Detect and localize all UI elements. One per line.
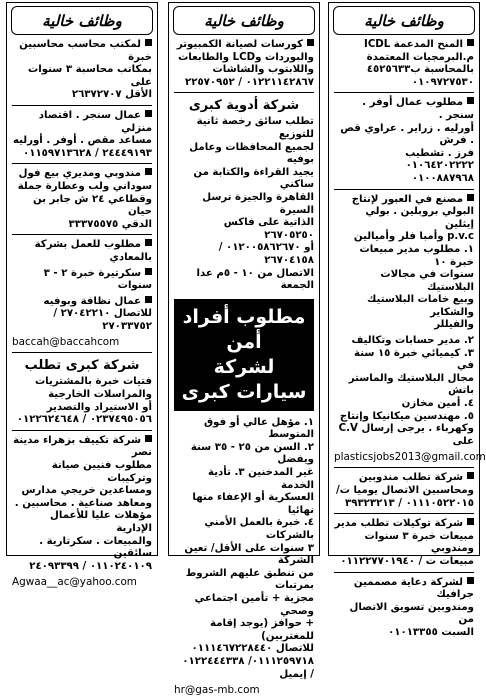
divider [12, 163, 152, 164]
ad-item [174, 116, 314, 292]
ad-line: شركة توكيلات تطلب مدير [334, 518, 463, 530]
column-right [328, 2, 486, 638]
ad-line: مساعد مقص . أوفر . أورليه [12, 135, 152, 147]
column-header-title: وظائف خالية [364, 11, 444, 30]
ad-line: بمكاتب محاسبة ٣ سنوات على [27, 64, 152, 88]
ad-line: لشركة دعاية مصممين جرافيك [353, 576, 474, 601]
bullet-icon [467, 577, 474, 584]
bullet-icon [145, 296, 152, 303]
ad-line: مجال البلاستيك والماستر باتش [348, 372, 474, 397]
ad-line: تطلب سائق رخصة ثانية للتوزيع [196, 116, 314, 140]
column-header-title: وظائف خالية [204, 11, 284, 30]
ad-item [334, 97, 474, 185]
divider [334, 572, 474, 573]
highlight-box [174, 299, 314, 411]
ad-item [12, 268, 152, 293]
column-middle [168, 2, 320, 697]
ad-line: والمراسلات الخارجية [48, 389, 152, 401]
ad-line: الأقل ٢٦٣٧٢٧٠٧ [71, 89, 152, 101]
ad-line: الذاتية على فاكس ٢٦٧٠٥٢٥٠ [223, 217, 314, 241]
ad-line: + حوافز (يوجد إقامة للمغتربين) [210, 618, 314, 642]
ad-item [12, 296, 152, 334]
ad-line: مصنع في العبور لإنتاج [351, 193, 463, 205]
ad-line: ٢. السن من ٢٥ - ٣٥ سنة ويفضل [190, 441, 314, 466]
ad-item [12, 168, 152, 231]
bullet-icon [145, 239, 152, 246]
ad-line: ٤. أمين مخازن [401, 398, 474, 410]
ad-line: الدقي ٣٣٣٧٥٥٧٥ [68, 218, 152, 230]
divider [334, 467, 474, 468]
bullet-icon [467, 97, 474, 104]
bullet-icon [145, 435, 152, 442]
ad-line: واللابتوب والشاشات [212, 64, 314, 76]
ad-line: والمبيعات . سكرتارية . سائقين [39, 535, 152, 560]
ad-line: ٠١٠٩٧٢٧٥٣٠ [411, 76, 474, 88]
ad-line: كورسات لصيانة الكمبيوتر [176, 39, 303, 50]
email-link[interactable]: Agwaa__ac@yahoo.com [12, 576, 137, 589]
ad-line: مجزية + تأمين اجتماعي وصحي [194, 593, 314, 617]
ad-line: مندوبي ومديري بيع فول [18, 168, 141, 180]
ad-line: ٠١١١٢٥٩٧١٨/ ٠١٢٢٤٤٤٣٣٨ [182, 655, 314, 667]
ad-line: مؤهلات عليا للأعمال الإدارية [50, 510, 152, 534]
ad-line: م.البرمجيات المعتمدة بالمحاسبة ب٤٥٢٥٦٣٣ [366, 51, 474, 76]
ad-item [334, 472, 474, 510]
ad-line: الاتصال من ١٠ - ٥م عدا الجمعة [196, 267, 314, 292]
ad-line: البولي بروبلين . بولي إيثلين [365, 206, 474, 230]
ad-line: ٠١١١٠٥٢٢٠١٥ / ٣٩٣٢٣٢١٣ [345, 497, 474, 509]
email-link[interactable]: baccah@baccahcom [12, 336, 120, 349]
ad-item [12, 435, 152, 574]
bullet-icon [145, 268, 152, 275]
ad-line: ومساعدين خريجي مدارس [21, 485, 152, 497]
divider [334, 92, 474, 93]
ad-line: مطلوب عمال أوفر . سنجر . [362, 97, 474, 121]
ad-line: ٥. مهندسين ميكانيكا وإنتاج [339, 410, 474, 422]
ad-line: ومعاهد صناعية . محاسبين . [14, 497, 152, 509]
ad-line: مبيعات ت / ٠١١٢٢٧٧٠١٩٤٠ [340, 555, 474, 567]
company-heading: شركة أدوية كبرى [188, 98, 300, 114]
bullet-icon [467, 194, 474, 201]
ad-line: السبت ٠١٠١٣٣٥٥ [388, 626, 474, 638]
ad-item [334, 577, 474, 640]
ad-line: / إيميل [279, 668, 314, 680]
highlight-line: مطلوب أفراد أمن [182, 305, 306, 353]
ad-line: ٠٢٣٧٤٩٥٠٥٦ / ٠١٢٢٦٢٤٦٤٨ [16, 414, 152, 426]
ad-line: والفيللر [434, 319, 474, 331]
divider [334, 513, 474, 514]
divider [334, 189, 474, 190]
ad-line: شركة تكييف بزهراء مدينة نصر [13, 434, 152, 459]
ad-line: p.v.c وأمبا فلر وأميالين [353, 231, 474, 243]
divider [174, 92, 314, 93]
highlight-line: لشركة سيارات كبرى [181, 355, 307, 403]
column-header [333, 6, 475, 35]
ad-line: ومحاسبين الاتصال يوميا ت/ [335, 485, 474, 496]
company-heading: شركة كبرى تطلب [24, 358, 140, 374]
ad-line: ٠١٠٠٨٨٧٩٦٨ [411, 172, 474, 184]
ad-line: يجيد القراءة والكتابة من ساكني [193, 166, 314, 191]
ad-line: أو ٠١٢٠٠٥٨٦٢٦٧٠ / ٢٦٧٠٤١٥٨ [218, 242, 314, 266]
ad-line: ٢٤٤٤٩١٩٣ / ٠١١٥٩٧١٣٦٢٨ [23, 147, 152, 159]
ad-item [12, 39, 152, 102]
ad-item [334, 518, 474, 568]
ad-line: ٠١٢٢١١٤٢٨٦٧ / ٢٢٥٧٠٩٥٢ [185, 76, 314, 88]
email-link[interactable]: hr@gas-mb.com [174, 684, 260, 697]
ad-line: ١. مؤهل عالي أو فوق المتوسط [203, 416, 314, 441]
column-header-title: وظائف خالية [42, 11, 122, 30]
ad-line: للاتصال ٠١١١٤٦٧٢٢٨٤٤٠ [191, 643, 314, 655]
bullet-icon [467, 39, 474, 46]
column-left [6, 2, 158, 589]
ad-line: المنح المدعمة ICDL [364, 39, 463, 50]
ad-item [12, 110, 152, 160]
divider [12, 352, 152, 353]
ad-item [334, 335, 474, 448]
ad-line: فتيات خبرة بالمشتريات [34, 376, 152, 388]
ad-line: ٣. كيميائي خبرة ١٥ سنة في [354, 347, 474, 372]
bullet-icon [467, 518, 474, 525]
bullet-icon [145, 110, 152, 117]
ad-line: العسكرية أو الإعفاء منها نهائيا [192, 492, 314, 516]
ad-line: والبوردات وLCD والطابعات [178, 51, 314, 63]
ad-line: سنوات في مجالات البلاستيك [380, 269, 474, 293]
bullet-icon [145, 39, 152, 46]
ad-line: للاتصال ٢٧٠٤٢٢١٠ / ٢٧٠٣٣٧٥٢ [53, 308, 152, 332]
ad-line: أورليه . زراير . عراوي قص . فرش [340, 122, 474, 147]
ad-line: ١. مطلوب مدير مبيعات خبرة ١٠ [359, 243, 474, 268]
divider [12, 430, 152, 431]
ad-line: فرز . تشطيب ٠١٠٦٤٢٠٢٢٢٢ [405, 147, 474, 172]
ad-line: وقطاعي ٢٤ ش جابر بن حيان [32, 193, 152, 218]
ad-item [12, 239, 152, 264]
ad-line: ٣ سنوات على الأقل/ تعين الشركة [184, 542, 314, 567]
ad-item [334, 194, 474, 333]
ad-item [174, 39, 314, 89]
ad-line: مبيعات خبرة ٣ سنوات ومندوبي [364, 530, 474, 555]
ad-line: من تنطبق عليهم الشروط بمرتبات [185, 567, 314, 592]
ad-line: مطلوب للعمل بشركة بالمعادي [34, 239, 152, 263]
ad-line: لمكتب محاسب محاسبين خبرة [19, 39, 152, 63]
ad-line: وكهرباء . يرجى إرسال C.V على [338, 423, 474, 447]
ad-line: ٤. خبرة بالعمل الأمني بالشركات [204, 517, 314, 542]
ad-line: شركة تطلب مندوبين [358, 472, 463, 484]
bullet-icon [145, 168, 152, 175]
ad-line: عمال نظافة وبوفيه [43, 295, 141, 307]
ad-line: ٠١١٠٢٤٠١٠٩ / ٢٤٠٩٣٣٩٩ [29, 560, 152, 572]
ad-item [12, 376, 152, 426]
ad-line: القاهرة والجيزة ترسل السيرة [202, 191, 314, 216]
bullet-icon [307, 39, 314, 46]
bullet-icon [467, 472, 474, 479]
email-link[interactable]: plasticsjobs2013@gmail.com [334, 451, 486, 464]
ad-line: عمال سنجر . اقتصاد منزلي [38, 109, 152, 134]
column-header [173, 6, 315, 35]
divider [12, 105, 152, 106]
ad-line: ٢. مدير حسابات وتكاليف [351, 335, 474, 347]
ad-line: لجميع المحافظات وعامل بوفيه [189, 141, 314, 166]
ad-line: ومندوبين تسويق الاتصال من [349, 601, 474, 626]
ad-line: سكرتيرة خبرة ٢ - ٣ سنوات [43, 267, 152, 292]
ad-item [334, 39, 474, 89]
column-header [11, 6, 153, 35]
ad-line: أو الاستيراد والتصدير [46, 401, 152, 413]
ad-line: وبيع خامات البلاستيك والشكاير [367, 294, 474, 318]
ad-item [174, 417, 314, 681]
ad-line: مطلوب فنيين صيانة وتركيبات [51, 460, 152, 484]
ad-line: غير المدخنين ٣. تأدية الخدمة [208, 467, 314, 491]
ad-line: سوداني ولب وعطارة جملة [17, 180, 152, 192]
divider [12, 234, 152, 235]
